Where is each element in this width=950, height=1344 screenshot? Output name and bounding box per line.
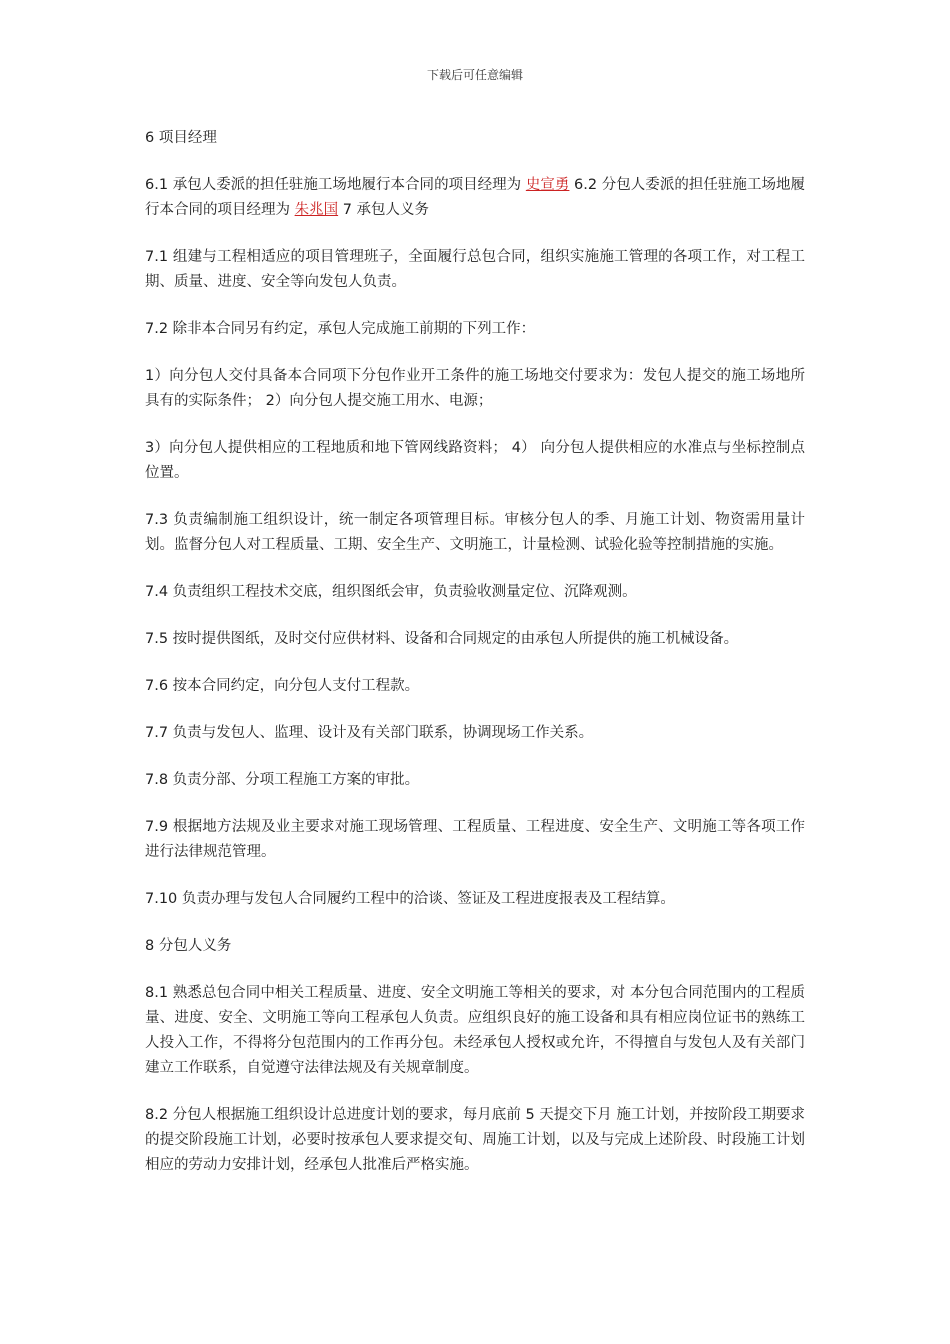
paragraph-text: 6.2 分包人委派的担任驻施工场地履行本合同的项目经理为 <box>145 177 806 218</box>
person-name-link[interactable]: 朱兆国 <box>294 202 339 218</box>
paragraph <box>145 317 805 342</box>
paragraph-text: 8 分包人义务 <box>145 938 232 954</box>
paragraph <box>145 815 805 865</box>
paragraph-text: 6.1 承包人委派的担任驻施工场地履行本合同的项目经理为 <box>145 177 526 193</box>
paragraph <box>145 627 805 652</box>
paragraph-text: 7.8 负责分部、分项工程施工方案的审批。 <box>145 772 420 788</box>
paragraph <box>145 721 805 746</box>
paragraph <box>145 436 805 486</box>
paragraph <box>145 934 805 959</box>
paragraph-text: 7.4 负责组织工程技术交底，组织图纸会审，负责验收测量定位、沉降观测。 <box>145 584 637 600</box>
paragraph-text: 7.7 负责与发包人、监理、设计及有关部门联系，协调现场工作关系。 <box>145 725 594 741</box>
paragraph <box>145 173 805 223</box>
paragraph <box>145 508 805 558</box>
paragraph-text: 7 承包人义务 <box>338 202 430 218</box>
paragraph-text: 1）向分包人交付具备本合同项下分包作业开工条件的施工场地交付要求为：发包人提交的施工场地所具有的实际条件； 2）向分包人提交施工用水、电源； <box>145 368 805 409</box>
paragraph-text: 6 项目经理 <box>145 130 217 146</box>
paragraph-text: 7.5 按时提供图纸，及时交付应供材料、设备和合同规定的由承包人所提供的施工机械设备。 <box>145 631 739 647</box>
paragraph <box>145 126 805 151</box>
paragraph <box>145 580 805 605</box>
paragraph-text: 8.2 分包人根据施工组织设计总进度计划的要求，每月底前 5 天提交下月 施工计划，并按阶段工期要求的提交阶段施工计划，必要时按承包人要求提交旬、周施工计划，以及与完成上述阶段、时段施工计划相应的劳动力安排计划，经承包人批准后严格实施。 <box>145 1107 805 1173</box>
page-header: 下载后可任意编辑 <box>426 68 523 82</box>
person-name-link[interactable]: 史宣勇 <box>525 177 570 193</box>
paragraph-text: 7.3 负责编制施工组织设计，统一制定各项管理目标。审核分包人的季、月施工计划、物资需用量计划。监督分包人对工程质量、工期、安全生产、文明施工，计量检测、试验化验等控制措施的实施。 <box>145 512 805 553</box>
paragraph-text: 7.1 组建与工程相适应的项目管理班子，全面履行总包合同，组织实施施工管理的各项工作，对工程工期、质量、进度、安全等向发包人负责。 <box>145 249 805 290</box>
paragraph <box>145 674 805 699</box>
paragraph <box>145 768 805 793</box>
paragraph <box>145 887 805 912</box>
paragraph-text: 8.1 熟悉总包合同中相关工程质量、进度、安全文明施工等相关的要求，对 本分包合同范围内的工程质量、进度、安全、文明施工等向工程承包人负责。应组织良好的施工设备和具有相应岗位证书的熟练工人投入工作，不得将分包范围内的工作再分包。未经承包人授权或允许，不得擅自与发包人及有关部门建立工作联系，自觉遵守法律法规及有关规章制度。 <box>145 985 805 1076</box>
paragraph-text: 7.2 除非本合同另有约定，承包人完成施工前期的下列工作： <box>145 321 536 337</box>
paragraph-text: 7.9 根据地方法规及业主要求对施工现场管理、工程质量、工程进度、安全生产、文明施工等各项工作进行法律规范管理。 <box>145 819 805 860</box>
paragraph-text: 7.10 负责办理与发包人合同履约工程中的洽谈、签证及工程进度报表及工程结算。 <box>145 891 675 907</box>
paragraph-text: 3）向分包人提供相应的工程地质和地下管网线路资料； 4） 向分包人提供相应的水准点与坐标控制点位置。 <box>145 440 805 481</box>
paragraph <box>145 245 805 295</box>
paragraph <box>145 364 805 414</box>
document-body <box>145 126 805 1200</box>
paragraph-text: 7.6 按本合同约定，向分包人支付工程款。 <box>145 678 420 694</box>
paragraph <box>145 981 805 1081</box>
paragraph <box>145 1103 805 1178</box>
